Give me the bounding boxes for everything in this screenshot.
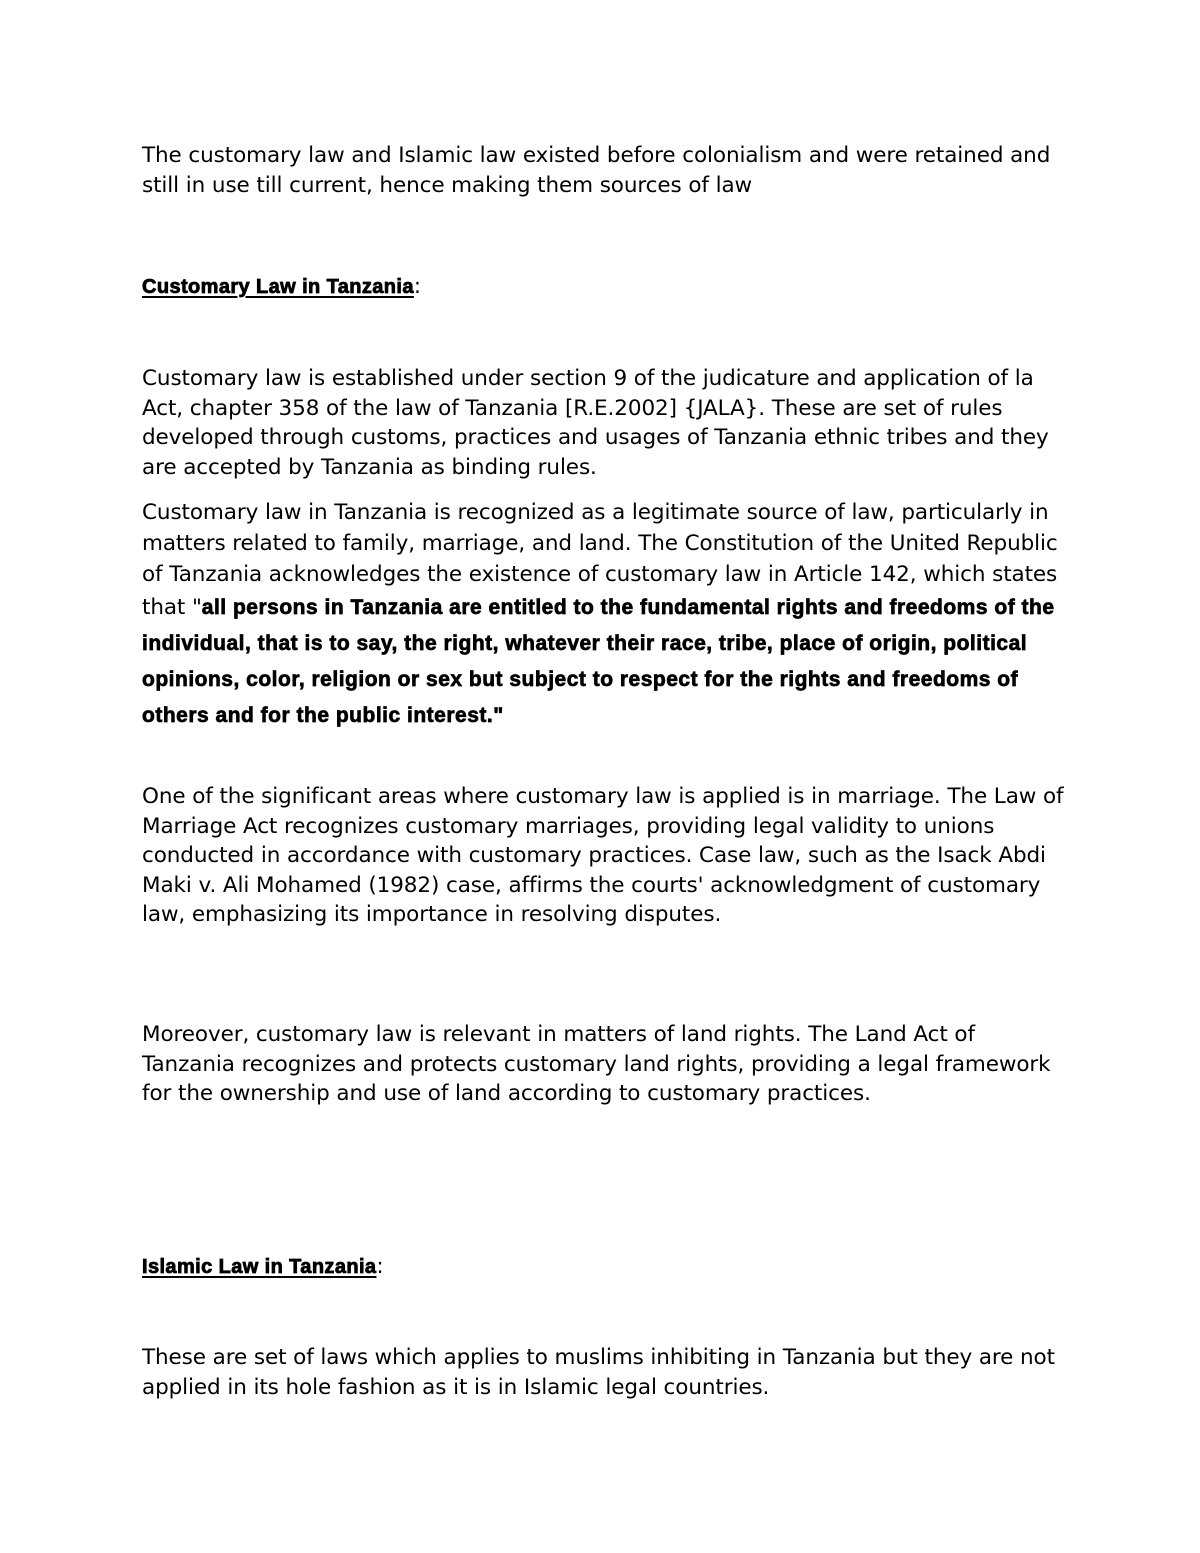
islamic-law-paragraph: These are set of laws which applies to muslims inhibiting in Tanzania but they are not applied in its hole fashion as it is in Islamic legal countries.	[142, 1345, 1055, 1400]
constitution-quote: all persons in Tanzania are entitled to the fundamental rights and freedoms of the individual, that is to say, the right, whatever their race, tribe, place of origin, political opinions, color, religion or sex but subject to respect for the rights and freedoms of others and for the public interest."	[142, 596, 1055, 727]
customary-law-heading-colon: :	[413, 274, 421, 298]
islamic-law-heading-text: Islamic Law in Tanzania	[142, 1256, 377, 1278]
intro-paragraph: The customary law and Islamic law existed before colonialism and were retained and still in use till current, hence making them sources of law	[142, 143, 1051, 198]
islamic-law-heading	[142, 1252, 384, 1281]
marriage-paragraph: One of the significant areas where customary law is applied is in marriage. The Law of Marriage Act recognizes customary marriages, providing legal validity to unions conducted in accordance with customary practices. Case law, such as the Isack Abdi Maki v. Ali Mohamed (1982) case, affirms the courts' acknowledgment of customary law, emphasizing its importance in resolving disputes.	[142, 784, 1064, 927]
customary-law-heading-text: Customary Law in Tanzania	[142, 276, 414, 298]
recognition-text: Customary law in Tanzania is recognized as a legitimate source of law, particularly in matters related to family, marriage, and land. The Constitution of the United Republic of Tanzania acknowledges the existence of customary law in Article 142, which states that "	[142, 500, 1058, 620]
land-rights-paragraph: Moreover, customary law is relevant in matters of land rights. The Land Act of Tanzania recognizes and protects customary land rights, providing a legal framework for the ownership and use of land according to customary practices.	[142, 1022, 1051, 1106]
islamic-law-heading-colon: :	[376, 1254, 384, 1278]
customary-law-heading	[142, 272, 421, 301]
recognition-paragraph	[142, 497, 1072, 734]
customary-definition-paragraph: Customary law is established under section 9 of the judicature and application of la Act, chapter 358 of the law of Tanzania [R.E.2002] {JALA}. These are set of rules developed through customs, practices and usages of Tanzania ethnic tribes and they are accepted by Tanzania as binding rules.	[142, 366, 1049, 480]
